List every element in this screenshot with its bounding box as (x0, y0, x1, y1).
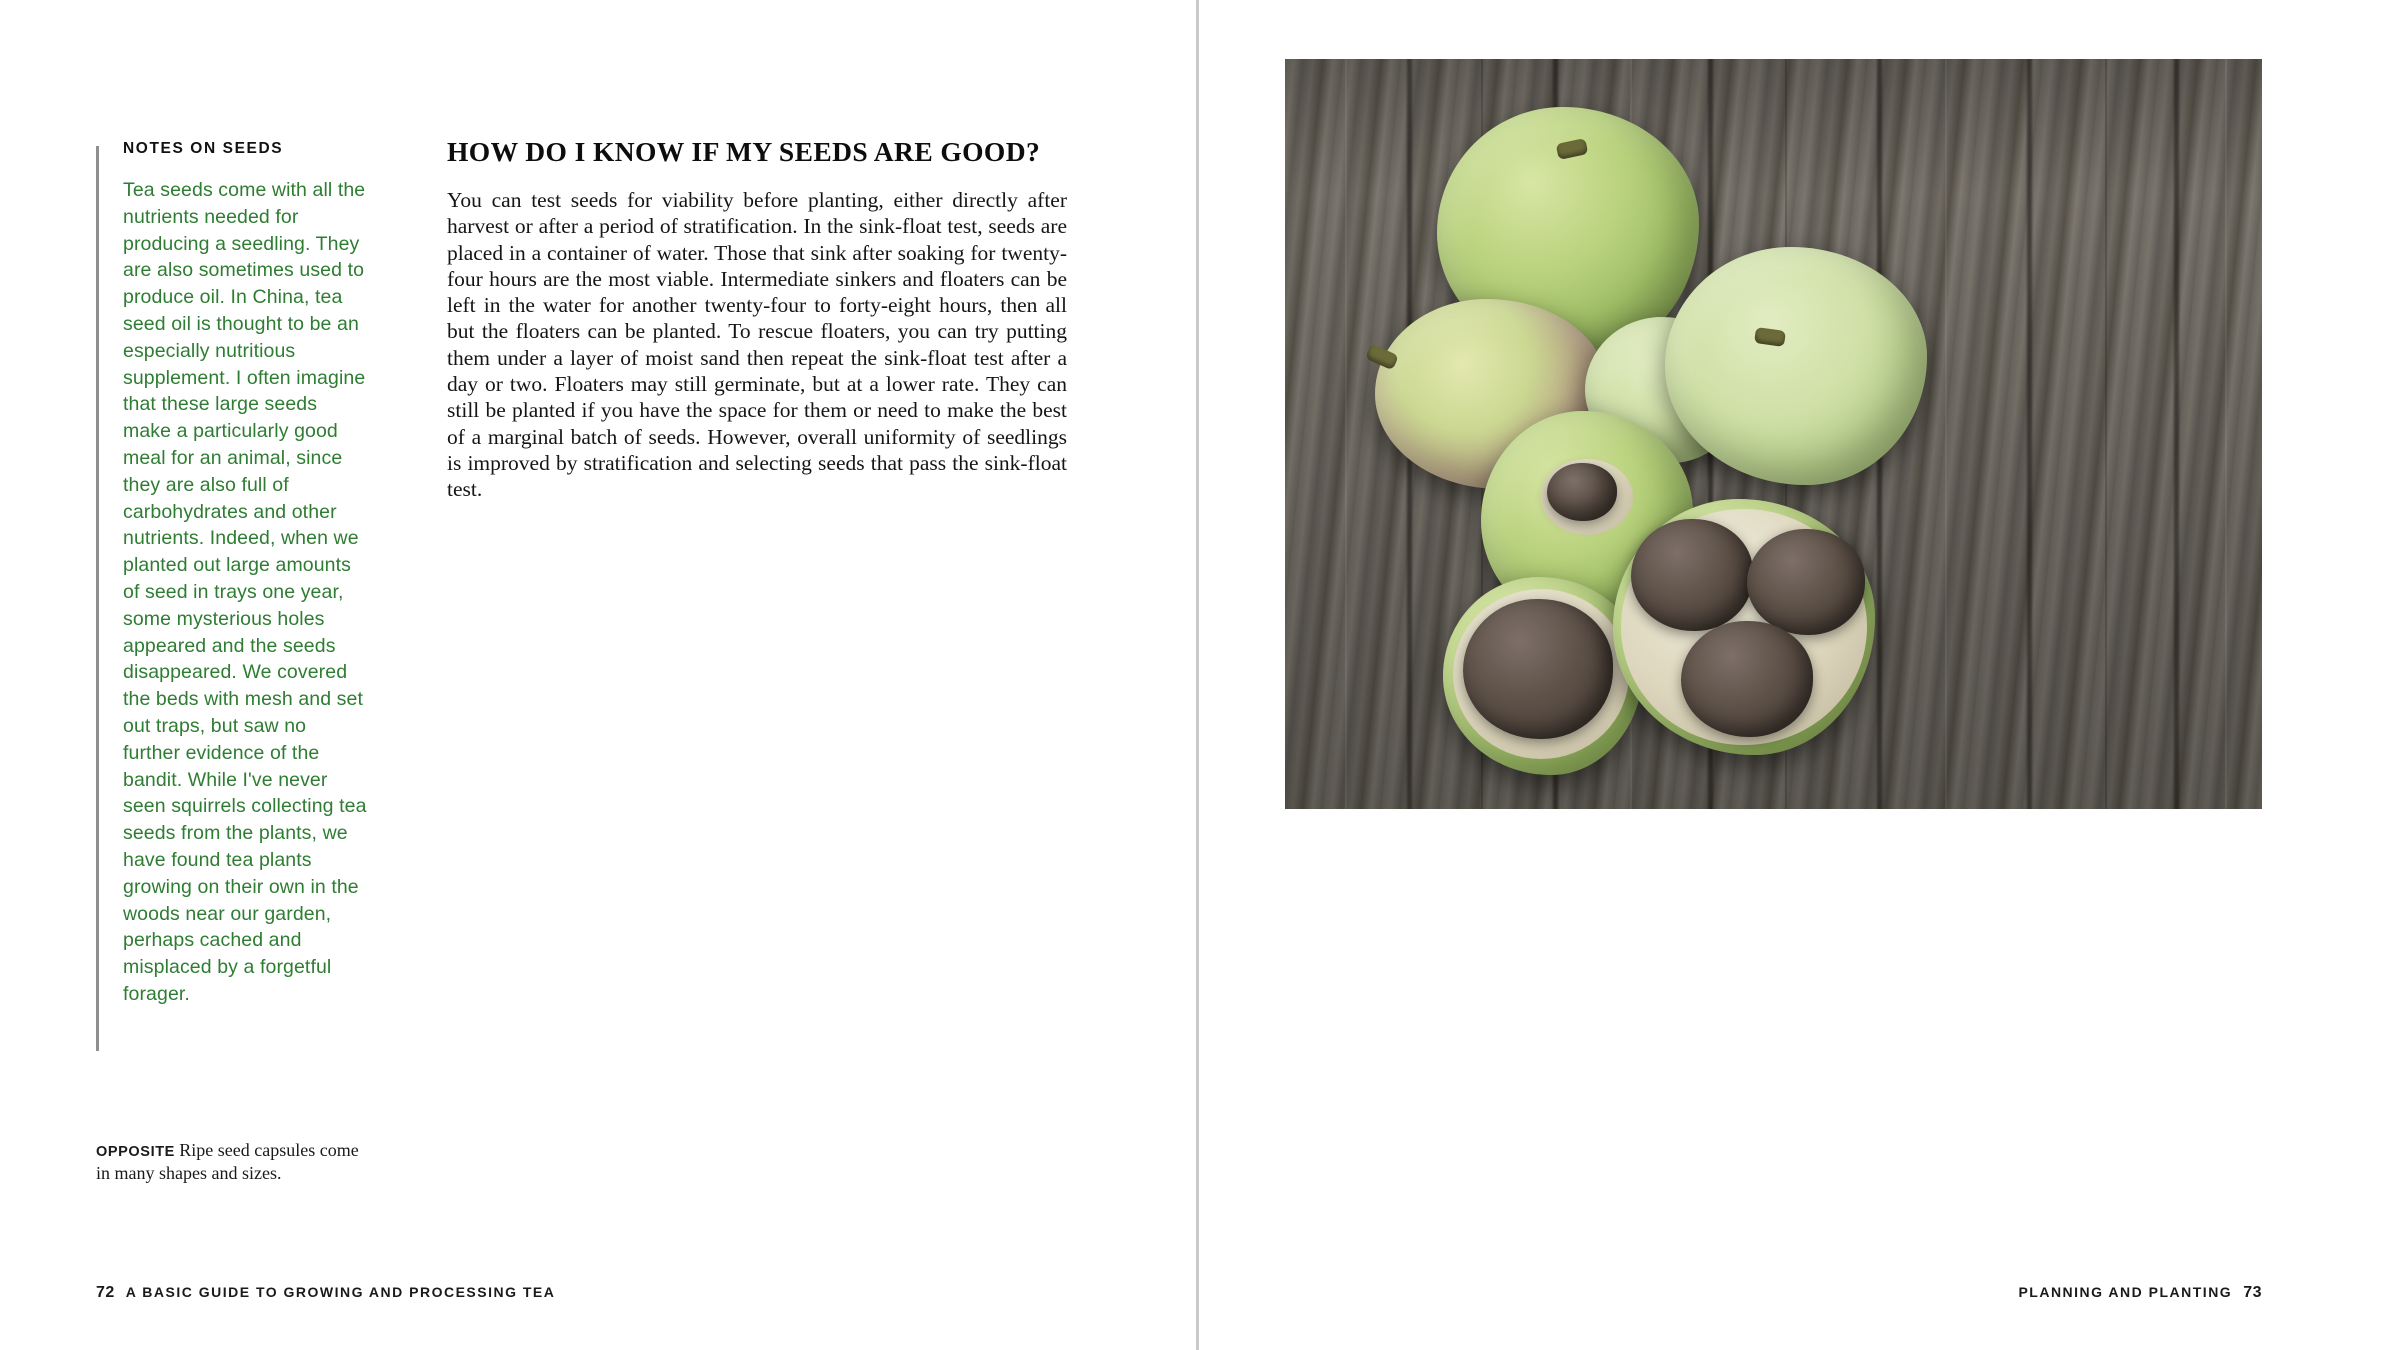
folio-left (96, 1284, 555, 1302)
plank-line (2174, 59, 2179, 809)
sidenote-body: Tea seeds come with all the nutrients needed for producing a seedling. They are also sometimes used to produce oil. In China, tea seed oil is thought to be an especially nutritious supplement. I often imagine that these large seeds make a particularly good meal for an animal, since they are also full of carbohydrates and other nutrients. Indeed, when we planted out large amounts of seed in trays one year, some mysterious holes appeared and the seeds disappeared. We covered the beds with mesh and set out traps, but saw no further evidence of the bandit. While I've never seen squirrels collecting tea seeds from the plants, we have found tea plants growing on their own in the woods near our garden, perhaps cached and misplaced by a forgetful forager. (123, 179, 367, 1005)
tea-seed (1463, 599, 1613, 739)
folio-right (2018, 1284, 2262, 1302)
tea-seed (1747, 529, 1865, 635)
article-body: You can test seeds for viability before planting, either directly after harvest or after a period of stratification. In the sink-float test, seeds are placed in a container of water. Those that sink after soaking for twenty-four hours are the most viable. Intermediate sinkers and floaters can be left in the water for another twenty-four to forty-eight hours, then all but the floaters can be planted. To rescue floaters, you can try putting them under a layer of moist sand then repeat the sink-float test after a day or two. Floaters may still germinate, but at a lower rate. They can still be planted if you have the space for them or need to make the best of a marginal batch of seeds. However, overall uniformity of seedlings is improved by stratification and selecting seeds that pass the sink-float test. (447, 188, 1067, 502)
photo-caption (96, 1140, 376, 1185)
article-title: HOW DO I KNOW IF MY SEEDS ARE GOOD? (447, 136, 1041, 167)
sidenote-rule (96, 146, 99, 1051)
left-page (0, 0, 1196, 1350)
tea-seed (1547, 463, 1617, 521)
wood-grain (1345, 59, 1347, 809)
running-head-left: A BASIC GUIDE TO GROWING AND PROCESSING TEA (125, 1284, 556, 1300)
seed-capsule-photo (1285, 59, 2262, 809)
wood-grain (2105, 59, 2107, 809)
wood-grain (1945, 59, 1947, 809)
sidenote-heading: NOTES ON SEEDS (123, 140, 284, 157)
article-block (447, 136, 1067, 503)
page-number-right: 73 (2243, 1284, 2262, 1301)
caption-text: Ripe seed capsules come in many shapes and sizes. (96, 1140, 359, 1183)
tea-seed (1681, 621, 1813, 737)
plank-line (2027, 59, 2032, 809)
wood-grain (2225, 59, 2227, 809)
page-number-left: 72 (96, 1284, 115, 1301)
tea-seed (1631, 519, 1753, 631)
sidenote-block (96, 140, 367, 1008)
running-head-right: PLANNING AND PLANTING (2018, 1284, 2233, 1300)
caption-label: OPPOSITE (96, 1144, 175, 1160)
right-page (1199, 0, 2400, 1350)
